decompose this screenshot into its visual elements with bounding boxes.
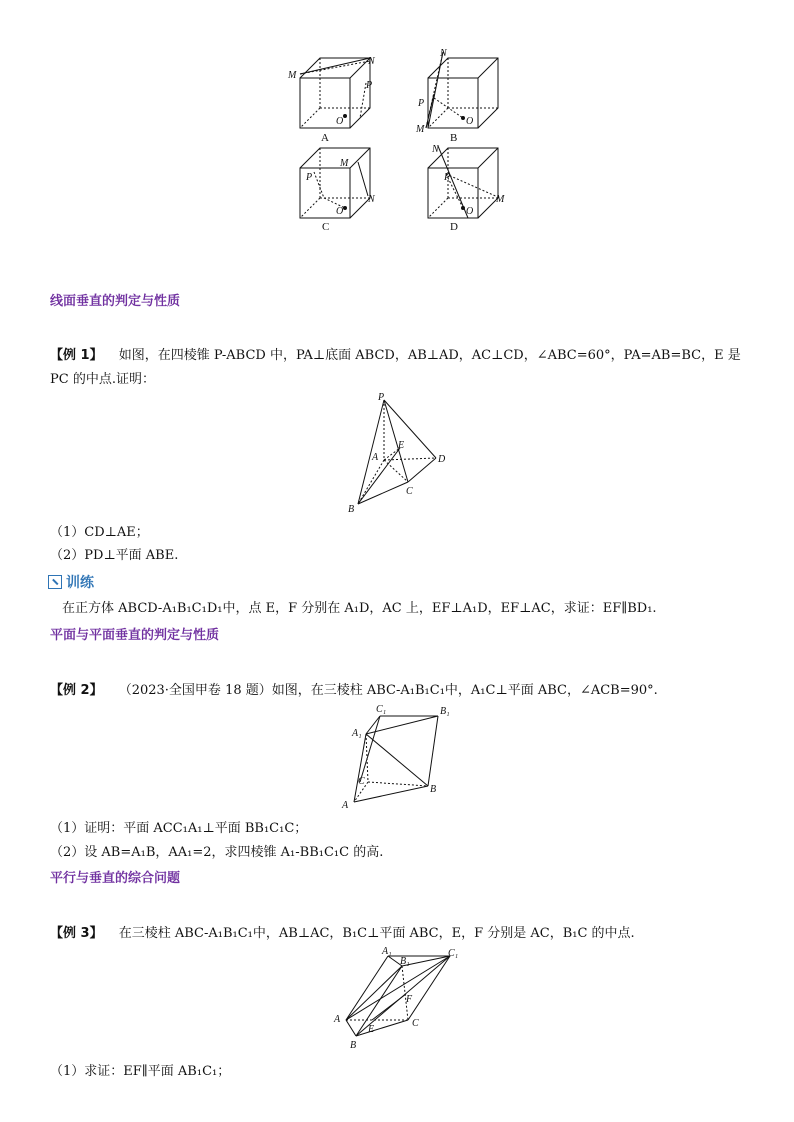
training-header	[48, 572, 94, 592]
svg-text:C₁: C₁	[376, 704, 387, 715]
example1-tag: 【例 1】	[50, 348, 103, 363]
cube-a	[300, 58, 373, 128]
example1-line1	[50, 344, 741, 363]
training-label: 训练	[66, 575, 94, 591]
pyramid-figure	[340, 390, 460, 515]
example2-q1: （1）证明：平面 ACC₁A₁⊥平面 BB₁C₁C；	[50, 821, 308, 836]
example1-q2: （2）PD⊥平面 ABE.	[50, 548, 179, 563]
svg-text:A₁: A₁	[352, 728, 362, 739]
cube-figures	[280, 44, 520, 234]
svg-text:B: B	[450, 132, 458, 144]
svg-text:P: P	[366, 80, 373, 91]
svg-text:F: F	[406, 994, 413, 1005]
svg-text:C₁: C₁	[448, 948, 459, 959]
svg-text:C: C	[322, 221, 330, 233]
svg-text:M: M	[416, 124, 425, 135]
section-heading-parallel-perpendicular: 平行与垂直的综合问题	[50, 871, 181, 886]
prism-figure-2	[332, 944, 472, 1052]
svg-text:C: C	[358, 776, 365, 787]
svg-text:O: O	[466, 116, 474, 127]
svg-text:O: O	[336, 206, 344, 217]
prism-figure-1	[340, 702, 460, 810]
svg-text:N: N	[368, 194, 375, 205]
cube-c	[300, 148, 370, 218]
svg-text:O: O	[466, 206, 474, 217]
svg-text:B₁: B₁	[400, 956, 410, 967]
svg-text:B: B	[350, 1040, 357, 1051]
svg-text:P: P	[418, 98, 425, 109]
example3-text1: 在三棱柱 ABC-A₁B₁C₁中，AB⊥AC，B₁C⊥平面 ABC，E，F 分别是 AC，B₁C 的中点.	[118, 926, 635, 941]
training-text: 在正方体 ABCD-A₁B₁C₁D₁中，点 E，F 分别在 A₁D，AC 上，EF⊥A₁D，EF⊥AC，求证：EF∥BD₁.	[62, 601, 657, 616]
svg-text:P: P	[306, 172, 313, 183]
svg-text:B₁: B₁	[440, 706, 450, 717]
svg-text:B: B	[430, 784, 437, 795]
example1-text1: 如图，在四棱锥 P-ABCD 中，PA⊥底面 ABCD，AB⊥AD，AC⊥CD，∠ABC=60°，PA=AB=BC，E 是	[118, 348, 741, 363]
svg-text:N: N	[440, 48, 447, 59]
training-icon	[48, 575, 62, 589]
example3-q1: （1）求证：EF∥平面 AB₁C₁；	[50, 1064, 231, 1079]
section-heading-plane-plane: 平面与平面垂直的判定与性质	[50, 628, 220, 643]
svg-text:D: D	[450, 221, 458, 233]
example3-tag: 【例 3】	[50, 926, 103, 941]
svg-text:A: A	[334, 1014, 341, 1025]
cube-b	[426, 52, 498, 128]
svg-text:O: O	[336, 116, 344, 127]
svg-text:E: E	[398, 440, 405, 451]
example2-line1	[50, 679, 658, 698]
svg-text:M: M	[496, 194, 505, 205]
svg-text:M: M	[288, 70, 297, 81]
example1-line2: PC 的中点.证明：	[50, 372, 155, 387]
section-heading-line-plane: 线面垂直的判定与性质	[50, 294, 181, 309]
svg-text:P: P	[378, 392, 385, 403]
example3-line1	[50, 922, 635, 941]
svg-text:D: D	[438, 454, 446, 465]
svg-text:A: A	[342, 800, 349, 810]
svg-text:A: A	[372, 452, 379, 463]
svg-text:A₁: A₁	[382, 946, 392, 957]
svg-text:B: B	[348, 504, 355, 515]
svg-text:N: N	[368, 56, 375, 67]
example1-q1: （1）CD⊥AE；	[50, 525, 149, 540]
example2-tag: 【例 2】	[50, 683, 103, 698]
example2-q2: （2）设 AB=A₁B，AA₁=2，求四棱锥 A₁-BB₁C₁C 的高.	[50, 845, 384, 860]
svg-text:C: C	[412, 1018, 419, 1029]
svg-text:P: P	[444, 172, 451, 183]
svg-text:N: N	[432, 144, 439, 155]
svg-text:E: E	[368, 1024, 375, 1035]
example2-text1: （2023·全国甲卷 18 题）如图，在三棱柱 ABC-A₁B₁C₁中，A₁C⊥平面 ABC，∠ACB=90°.	[118, 683, 658, 698]
svg-text:M: M	[340, 158, 349, 169]
svg-text:C: C	[406, 486, 413, 497]
cube-d	[428, 146, 500, 218]
svg-text:A: A	[321, 132, 329, 144]
